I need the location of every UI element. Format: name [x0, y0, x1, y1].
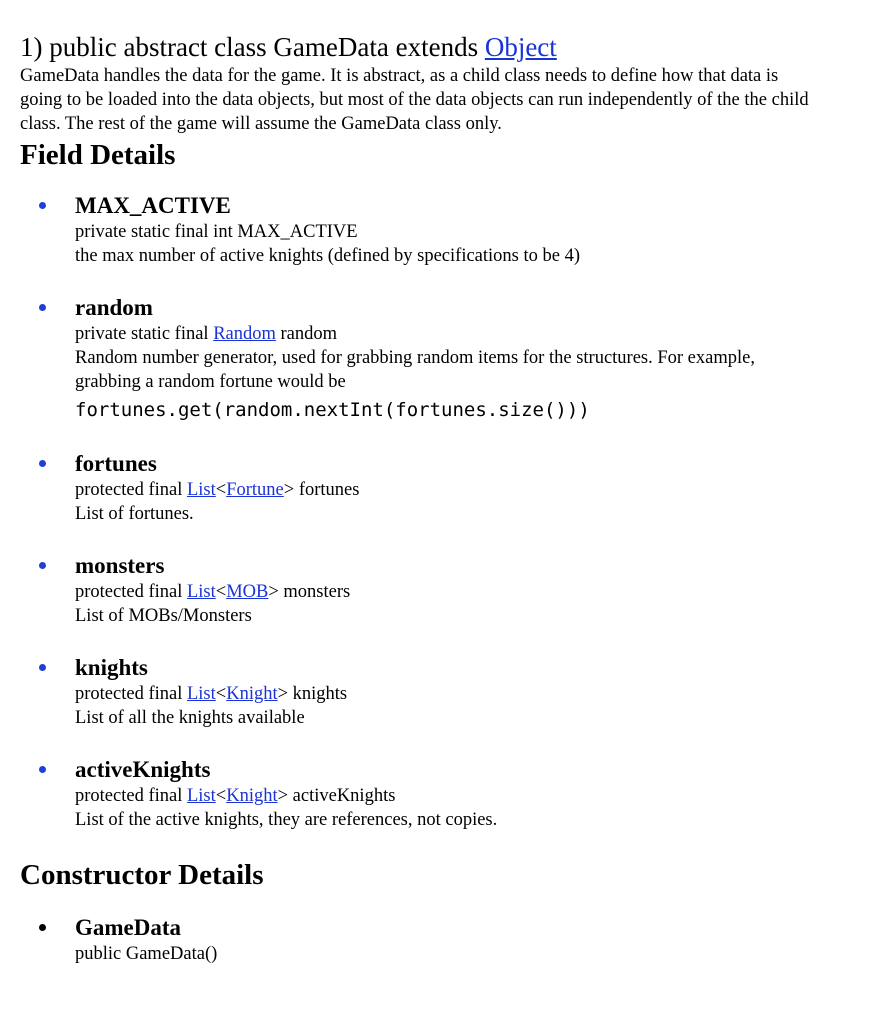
list-type-link[interactable]: List: [186, 582, 216, 602]
sig-prefix: protected final: [75, 582, 187, 602]
sig-suffix: > monsters: [268, 582, 351, 602]
field-description: List of all the knights available: [75, 708, 305, 728]
sig-lt: <: [215, 582, 227, 602]
field-random: [20, 294, 880, 424]
field-active-knights: [20, 756, 880, 832]
constructor-details-heading: Constructor Details: [20, 859, 264, 891]
field-name: monsters: [75, 553, 165, 578]
field-signature: [75, 682, 880, 706]
field-signature: [75, 580, 880, 604]
field-name: MAX_ACTIVE: [75, 193, 231, 218]
constructor-signature: public GameData(): [75, 944, 218, 964]
field-description: List of MOBs/Monsters: [75, 606, 252, 626]
bullet-icon: [39, 202, 46, 209]
class-title: [20, 30, 880, 64]
field-signature: [75, 322, 880, 346]
field-description: List of fortunes.: [75, 504, 194, 524]
sig-prefix: protected final: [75, 786, 187, 806]
bullet-icon: [39, 460, 46, 467]
code-example: fortunes.get(random.nextInt(fortunes.size())): [75, 399, 590, 421]
constructor-details-section: [20, 858, 880, 966]
field-list: [20, 192, 880, 832]
field-name: random: [75, 295, 153, 320]
bullet-icon: [39, 924, 46, 931]
sig-suffix: > fortunes: [283, 480, 360, 500]
bullet-icon: [39, 562, 46, 569]
field-description: the max number of active knights (defined by specifications to be 4): [75, 246, 581, 266]
field-fortunes: [20, 450, 880, 526]
field-max-active: [20, 192, 880, 268]
sig-lt: <: [215, 786, 227, 806]
field-monsters: [20, 552, 880, 628]
javadoc-page: [20, 30, 880, 992]
sig-prefix: protected final: [75, 480, 187, 500]
sig-lt: <: [215, 684, 227, 704]
constructor-list: [20, 914, 880, 966]
sig-suffix: random: [275, 324, 338, 344]
constructor-name: GameData: [75, 915, 182, 940]
sig-prefix: private static final: [75, 324, 214, 344]
field-name: fortunes: [75, 451, 157, 476]
field-details-section: [20, 138, 880, 832]
class-description: GameData handles the data for the game. It is abstract, as a child class needs to define how that data is going to be loaded into the data objects, but most of the data objects can run independently of the the child class. The rest of the game will assume the GameData class only.: [20, 66, 809, 134]
field-details-heading: Field Details: [20, 139, 176, 171]
bullet-icon: [39, 664, 46, 671]
knight-type-link[interactable]: Knight: [226, 786, 278, 806]
fortune-type-link[interactable]: Fortune: [226, 480, 284, 500]
sig-lt: <: [215, 480, 227, 500]
object-link[interactable]: Object: [484, 32, 557, 62]
list-type-link[interactable]: List: [186, 684, 216, 704]
knight-type-link[interactable]: Knight: [226, 684, 278, 704]
sig-prefix: protected final: [75, 684, 187, 704]
field-knights: [20, 654, 880, 730]
field-signature: [75, 478, 880, 502]
random-type-link[interactable]: Random: [213, 324, 276, 344]
field-name: activeKnights: [75, 757, 211, 782]
bullet-icon: [39, 304, 46, 311]
field-description: Random number generator, used for grabbing random items for the structures. For example, grabbing a random fortune would be: [75, 348, 755, 392]
list-type-link[interactable]: List: [186, 786, 216, 806]
bullet-icon: [39, 766, 46, 773]
mob-type-link[interactable]: MOB: [226, 582, 269, 602]
sig-suffix: > activeKnights: [277, 786, 396, 806]
list-type-link[interactable]: List: [186, 480, 216, 500]
class-title-text: 1) public abstract class GameData extends: [20, 32, 485, 62]
field-name: knights: [75, 655, 148, 680]
field-signature: [75, 784, 880, 808]
sig-suffix: > knights: [277, 684, 348, 704]
constructor-game-data: [20, 914, 880, 966]
field-signature: private static final int MAX_ACTIVE: [75, 222, 358, 242]
field-description: List of the active knights, they are references, not copies.: [75, 810, 498, 830]
